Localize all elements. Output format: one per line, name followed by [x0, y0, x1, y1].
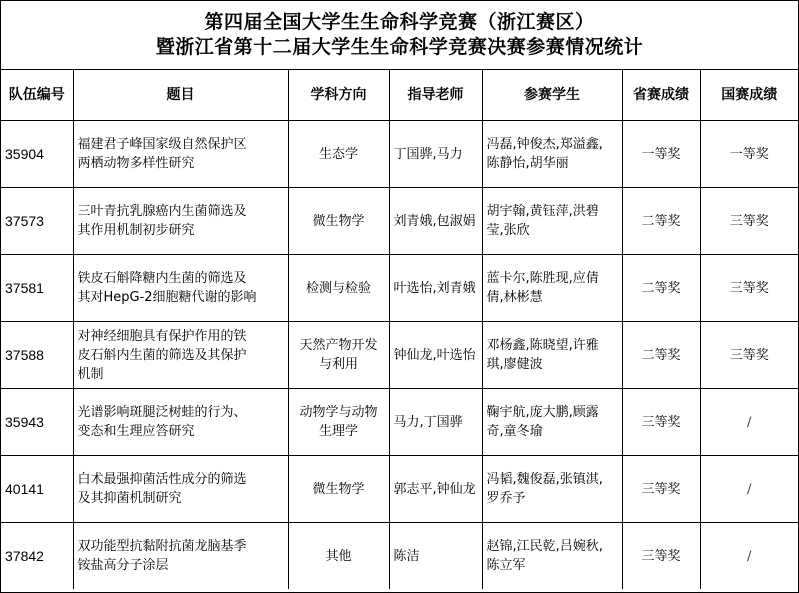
- table-row: [1, 523, 798, 590]
- title-cell-line: 及其抑菌机制研究: [77, 491, 182, 506]
- students-cell-line: 邓杨鑫,陈晓望,许雅: [486, 338, 599, 353]
- national-result-cell: /: [700, 456, 798, 523]
- team-id-cell: 40141: [1, 456, 73, 523]
- discipline-cell: [288, 121, 389, 188]
- students-cell-line: 倩,林彬慧: [486, 290, 543, 305]
- provincial-result-cell: 三等奖: [622, 456, 700, 523]
- discipline-cell: [288, 188, 389, 255]
- national-result-cell: 三等奖: [700, 322, 798, 389]
- advisors-cell: 郭志平,钟仙龙: [389, 456, 482, 523]
- students-cell-line: 蓝卡尔,陈胜现,应倩: [486, 271, 599, 286]
- title-line-2: 暨浙江省第十二届大学生生命科学竞赛决赛参赛情况统计: [155, 36, 644, 58]
- national-result-cell: 三等奖: [700, 255, 798, 322]
- advisors-cell: 叶选怡,刘青娥: [389, 255, 482, 322]
- table-row: [1, 389, 798, 456]
- team-id-cell: 35943: [1, 389, 73, 456]
- students-cell-line: 陈立军: [486, 558, 526, 573]
- table-row: [1, 322, 798, 389]
- students-cell: [482, 456, 622, 523]
- advisors-cell: 陈洁: [389, 523, 482, 590]
- students-cell-line: 莹,张欣: [486, 223, 530, 238]
- students-cell-line: 赵锦,江民乾,吕婉秋,: [486, 539, 603, 554]
- students-cell: [482, 322, 622, 389]
- title-cell: [73, 255, 288, 322]
- national-result-cell: /: [700, 523, 798, 590]
- discipline-cell-line: 生理学: [318, 424, 358, 439]
- discipline-cell: [288, 456, 389, 523]
- national-result-cell: /: [700, 389, 798, 456]
- discipline-cell-line: 微生物学: [312, 213, 365, 229]
- title-cell-line: 其对HepG-2细胞糖代谢的影响: [77, 290, 257, 305]
- advisors-cell: 钟仙龙,叶选怡: [389, 322, 482, 389]
- column-header-national-result: 国赛成绩: [700, 70, 798, 121]
- column-header-team-id: 队伍编号: [1, 70, 73, 121]
- team-id-cell: 37842: [1, 523, 73, 590]
- discipline-cell-line: 天然产物开发: [299, 338, 378, 353]
- students-cell-line: 鞠宇航,庞大鹏,顾露: [486, 405, 599, 420]
- advisors-cell: 马力,丁国骅: [389, 389, 482, 456]
- title-cell-line: 两栖动物多样性研究: [77, 156, 195, 171]
- title-cell: [73, 188, 288, 255]
- provincial-result-cell: 三等奖: [622, 523, 700, 590]
- title-cell-line: 铵盐高分子涂层: [77, 558, 169, 573]
- title-cell-line: 皮石斛内生菌的筛选及其保护: [77, 347, 247, 363]
- title-cell-line: 铁皮石斛降糖内生菌的筛选及: [77, 271, 247, 286]
- discipline-cell-line: 生态学: [318, 146, 358, 162]
- table-row: [1, 255, 798, 322]
- column-header-advisors: 指导老师: [389, 70, 482, 121]
- discipline-cell: [288, 322, 389, 389]
- title-cell-line: 三叶青抗乳腺癌内生菌筛选及: [77, 204, 247, 219]
- national-result-cell: 三等奖: [700, 188, 798, 255]
- students-cell-line: 冯韬,魏俊磊,张镇淇,: [486, 472, 603, 487]
- students-cell: [482, 121, 622, 188]
- title-cell-line: 机制: [77, 366, 104, 382]
- students-cell-line: 奇,童冬瑜: [486, 424, 543, 439]
- results-table: [1, 70, 798, 589]
- advisors-cell: 丁国骅,马力: [389, 121, 482, 188]
- discipline-cell: [288, 523, 389, 590]
- title-cell-line: 对神经细胞具有保护作用的铁: [77, 328, 247, 344]
- students-cell-line: 罗乔予: [486, 491, 526, 506]
- provincial-result-cell: 二等奖: [622, 188, 700, 255]
- column-header-discipline: 学科方向: [288, 70, 389, 121]
- students-cell: [482, 188, 622, 255]
- header-row: [1, 70, 798, 121]
- discipline-cell-line: 微生物学: [312, 481, 365, 497]
- table-row: [1, 456, 798, 523]
- team-id-cell: 37588: [1, 322, 73, 389]
- advisors-cell: 刘青娥,包淑娟: [389, 188, 482, 255]
- discipline-cell: [288, 255, 389, 322]
- team-id-cell: 35904: [1, 121, 73, 188]
- national-result-cell: 一等奖: [700, 121, 798, 188]
- discipline-cell: [288, 389, 389, 456]
- students-cell-line: 冯磊,钟俊杰,郑溢鑫,: [486, 137, 603, 152]
- title-cell-line: 变态和生理应答研究: [77, 424, 195, 439]
- title-cell: [73, 523, 288, 590]
- discipline-cell-line: 动物学与动物: [299, 405, 378, 420]
- provincial-result-cell: 一等奖: [622, 121, 700, 188]
- title-cell: [73, 322, 288, 389]
- discipline-cell-line: 其他: [325, 548, 352, 564]
- title-cell-line: 其作用机制初步研究: [77, 223, 195, 238]
- discipline-cell-line: 检测与检验: [305, 280, 371, 296]
- discipline-cell-line: 与利用: [318, 357, 358, 372]
- title-cell: [73, 456, 288, 523]
- title-line-1: 第四届全国大学生生命科学竞赛（浙江赛区）: [204, 11, 595, 33]
- title-cell: [73, 121, 288, 188]
- students-cell: [482, 523, 622, 590]
- table-row: [1, 188, 798, 255]
- table-body: [1, 121, 798, 590]
- table-row: [1, 121, 798, 188]
- column-header-provincial-result: 省赛成绩: [622, 70, 700, 121]
- provincial-result-cell: 三等奖: [622, 389, 700, 456]
- title-cell-line: 双功能型抗黏附抗菌龙脑基季: [77, 539, 247, 554]
- team-id-cell: 37573: [1, 188, 73, 255]
- team-id-cell: 37581: [1, 255, 73, 322]
- students-cell: [482, 255, 622, 322]
- column-header-title: 题目: [73, 70, 288, 121]
- column-header-students: 参赛学生: [482, 70, 622, 121]
- provincial-result-cell: 二等奖: [622, 255, 700, 322]
- students-cell-line: 胡宇翰,黄钰萍,洪碧: [486, 204, 599, 219]
- students-cell: [482, 389, 622, 456]
- provincial-result-cell: 二等奖: [622, 322, 700, 389]
- students-cell-line: 陈静怡,胡华丽: [486, 156, 569, 171]
- title-cell-line: 福建君子峰国家级自然保护区: [77, 137, 247, 152]
- title-cell-line: 光谱影响斑腿泛树蛙的行为、: [77, 405, 247, 420]
- title-cell-line: 白术最强抑菌活性成分的筛选: [77, 472, 247, 487]
- title-block: [1, 1, 798, 70]
- students-cell-line: 琪,廖健波: [486, 357, 543, 372]
- title-cell: [73, 389, 288, 456]
